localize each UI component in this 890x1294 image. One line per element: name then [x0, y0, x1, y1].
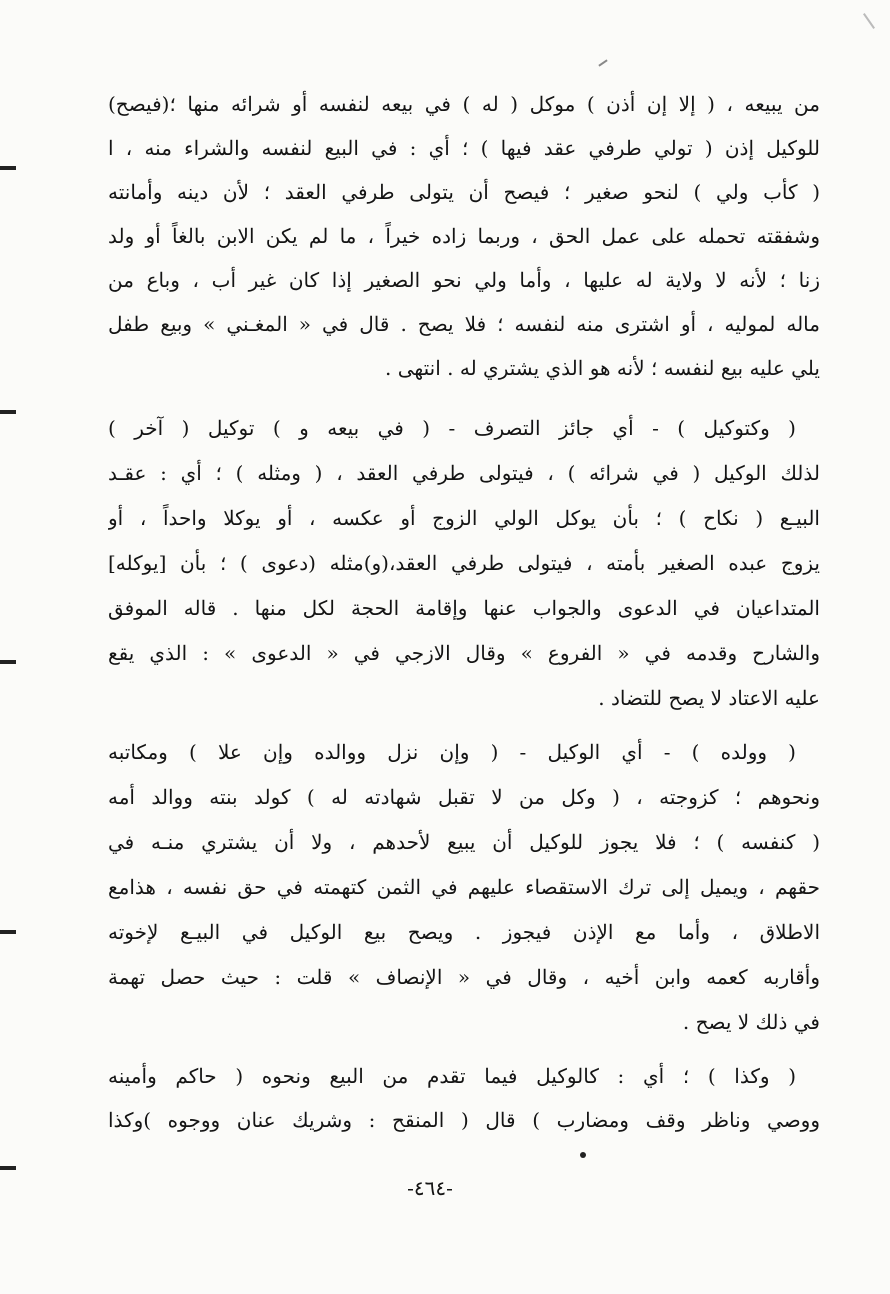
binding-mark [0, 166, 16, 170]
text-line: وأقاربه كعمه وابن أخيه ، وقال في « الإنصاف » قلت : حيث حصل تهمة [108, 965, 820, 989]
binding-mark [0, 1166, 16, 1170]
text-line: في ذلك لا يصح . [682, 1010, 820, 1034]
paragraph-4 [108, 1062, 820, 1134]
text-line: عليه الاعتاد لا يصح للتضاد . [598, 686, 820, 710]
text-line: ( وكتوكيل ) - أي جائز التصرف - ( في بيعه و ) توكيل ( آخر ) [108, 416, 796, 440]
text-line: المتداعيان في الدعوى والجواب عنها وإقامة الحجة لكل منها . قاله الموفق [108, 596, 820, 620]
text-line: ماله لموليه ، أو اشترى منه لنفسه ؛ فلا يصح . قال في « المغـني » وبيع طفل [108, 312, 820, 336]
text-line: ( وولده ) - أي الوكيل - ( وإن نزل ووالده وإن علا ) ومكاتبه [108, 740, 796, 764]
text-line: ونحوهم ؛ كزوجته ، ( وكل من لا تقبل شهادته له ) كولد بنته ووالد أمه [108, 785, 820, 809]
text-line: ( كأب ولي ) لنحو صغير ؛ فيصح أن يتولى طرفي العقد ؛ لأن دينه وأمانته [108, 180, 820, 204]
text-line: ( وكذا ) ؛ أي : كالوكيل فيما تقدم من البيع ونحوه ( حاكم وأمينه [108, 1064, 796, 1088]
text-line: وشفقته تحمله على عمل الحق ، وربما زاده خيراً ، ما لم يكن الابن بالغاً أو ولد [108, 224, 820, 248]
text-line: لذلك الوكيل ( في شرائه ) ، فيتولى طرفي العقد ، ( ومثله ) ؛ أي : عقـد [108, 461, 820, 485]
paragraph-3 [108, 738, 820, 1036]
paragraph-2 [108, 414, 820, 712]
text-line: حقهم ، ويميل إلى ترك الاستقصاء عليهم في الثمن كتهمته في حق نفسه ، هذامع [108, 875, 820, 899]
text-line: والشارح وقدمه في « الفروع » وقال الازجي في « الدعوى » : الذي يقع [108, 641, 820, 665]
scan-mark [598, 59, 607, 66]
text-line: البيـع ( نكاح ) ؛ بأن يوكل الولي الزوج أو عكسه ، أو يوكلا واحداً ، أو [108, 506, 820, 530]
scan-mark [863, 13, 875, 29]
text-line: ووصي وناظر وقف ومضارب ) قال ( المنقح : وشريك عنان ووجوه )وكذا [108, 1108, 820, 1132]
binding-mark [0, 930, 16, 934]
ink-dot [580, 1152, 586, 1158]
text-line: من يبيعه ، ( إلا إن أذن ) موكل ( له ) في بيعه لنفسه أو شرائه منها ؛(فيصح) [108, 92, 820, 116]
paragraph-1 [108, 90, 820, 382]
text-line: يلي عليه بيع لنفسه ؛ لأنه هو الذي يشتري له . انتهى . [385, 356, 820, 380]
text-line: زنا ؛ لأنه لا ولاية له عليها ، وأما ولي نحو الصغير إذا كان غير أب ، وباع من [108, 268, 820, 292]
text-line: الاطلاق ، وأما مع الإذن فيجوز . ويصح بيع الوكيل في البيـع لإخوته [108, 920, 820, 944]
text-line: يزوج عبده الصغير بأمته ، فيتولى طرفي العقد،(و)مثله (دعوى ) ؛ بأن [يوكله] [108, 551, 820, 575]
page-number: -٤٦٤- [407, 1176, 453, 1200]
binding-mark [0, 660, 16, 664]
binding-mark [0, 410, 16, 414]
text-line: ( كنفسه ) ؛ فلا يجوز للوكيل أن يبيع لأحدهم ، ولا أن يشتري منـه في [108, 830, 820, 854]
text-line: للوكيل إذن ( تولي طرفي عقد فيها ) ؛ أي : في البيع لنفسه والشراء منه ، ا [108, 136, 820, 160]
